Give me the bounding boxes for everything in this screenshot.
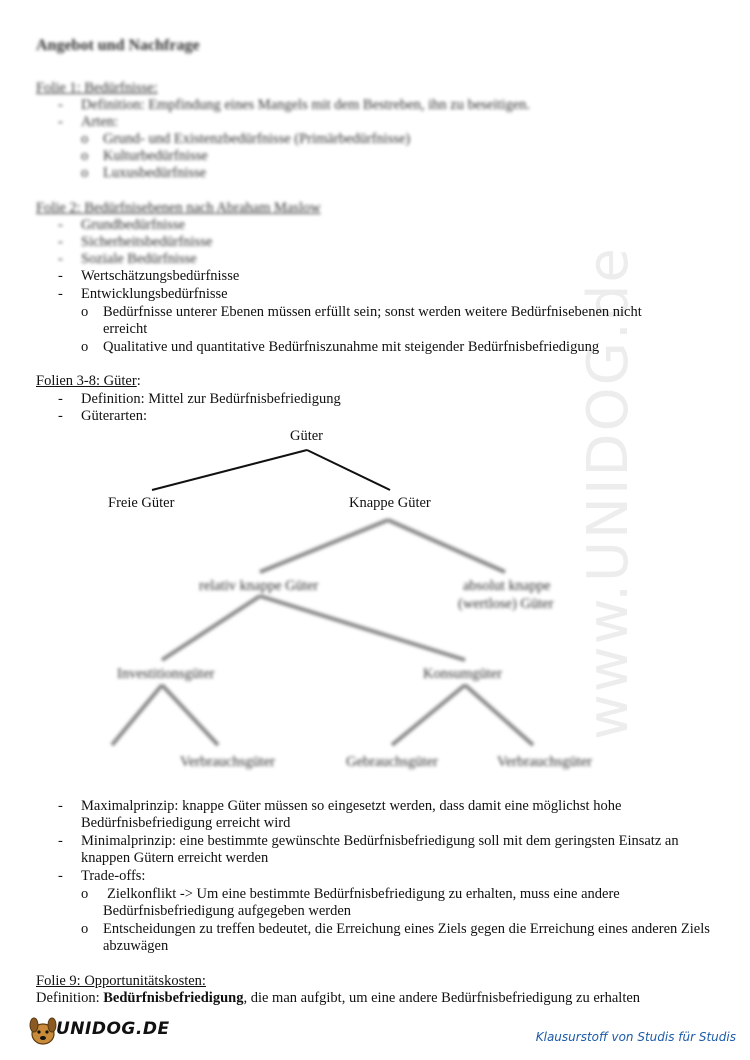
section-heading-folie2: Folie 2: Bedürfnisebenen nach Abraham Maslow: [36, 200, 321, 216]
bullet-circle: o: [81, 921, 89, 937]
trade-offs: Trade-offs:: [81, 868, 146, 884]
dog-icon: [26, 1013, 60, 1047]
folie1-arten: Arten:: [81, 114, 119, 130]
goods-tree-diagram: [0, 420, 750, 800]
list-item: Entwicklungsbedürfnisse: [81, 286, 228, 302]
bullet-dash: -: [58, 234, 63, 250]
list-item: Wertschätzungsbedürfnisse: [81, 268, 240, 284]
watermark: www.UNIDOG.de: [576, 246, 641, 740]
folie1-definition: Definition: Empfindung eines Mangels mit dem Bestreben, ihn zu beseitigen.: [81, 97, 531, 113]
list-item: Grund- und Existenzbedürfnisse (Primärbedürfnisse): [103, 131, 411, 147]
folien38-definition: Definition: Mittel zur Bedürfnisbefriedigung: [81, 391, 341, 407]
bullet-dash: -: [58, 97, 63, 113]
list-item: Kulturbedürfnisse: [103, 148, 208, 164]
tree-node-investment-goods: Investitionsgüter: [117, 666, 215, 682]
minimalprinzip: Minimalprinzip: eine bestimmte gewünschte Bedürfnisbefriedigung soll mit dem geringsten Einsatz an knappen Gütern erreicht werden: [81, 833, 679, 866]
bullet-dash: -: [58, 217, 63, 233]
document-title: Angebot und Nachfrage: [36, 37, 200, 54]
list-item: Zielkonflikt -> Um eine bestimmte Bedürfnisbefriedigung zu erhalten, muss eine andere Bedürfnisbefriedigung aufgegeben werden: [103, 886, 620, 919]
tree-node-durable-goods: Gebrauchsgüter: [346, 754, 438, 770]
bullet-dash: -: [58, 391, 63, 407]
bullet-circle: o: [81, 339, 89, 355]
logo-text: UNIDOG.DE: [56, 1019, 170, 1039]
list-item: Sicherheitsbedürfnisse: [81, 234, 213, 250]
list-item: Luxusbedürfnisse: [103, 165, 207, 181]
footer-tagline: Klausurstoff von Studis für Studis: [535, 1030, 736, 1044]
bullet-circle: o: [81, 131, 89, 147]
list-item: Soziale Bedürfnisse: [81, 251, 197, 267]
list-item: Bedürfnisse unterer Ebenen müssen erfüllt sein; sonst werden weitere Bedürfnisebenen nicht erreicht: [103, 304, 642, 337]
list-item: Grundbedürfnisse: [81, 217, 185, 233]
bullet-dash: -: [58, 408, 63, 424]
tree-node-root: Güter: [290, 428, 324, 444]
bullet-dash: -: [58, 798, 63, 814]
bullet-dash: -: [58, 114, 63, 130]
bullet-circle: o: [81, 165, 89, 181]
folien38-gueterarten: Güterarten:: [81, 408, 148, 424]
bullet-dash: -: [58, 286, 63, 302]
tree-node-con-consumables: Verbrauchsgüter: [497, 754, 593, 770]
bullet-circle: o: [81, 886, 89, 902]
tree-node-consumer-goods: Konsumgüter: [423, 666, 502, 682]
bullet-dash: -: [58, 251, 63, 267]
unidog-logo: [26, 1013, 170, 1047]
list-item: Entscheidungen zu treffen bedeutet, die Erreichung eines Ziels gegen die Erreichung eines anderen Ziels abzuwägen: [103, 921, 710, 954]
section-heading-folien38: Folien 3-8: Güter:: [36, 373, 141, 389]
maximalprinzip: Maximalprinzip: knappe Güter müssen so eingesetzt werden, dass damit eine möglichst hohe Bedürfnisbefriedigung erreicht wird: [81, 798, 622, 831]
tree-node-free-goods: Freie Güter: [108, 495, 175, 511]
tree-node-absolute-scarce-2: (wertlose) Güter: [458, 596, 554, 612]
tree-node-scarce-goods: Knappe Güter: [349, 495, 431, 511]
list-item: Qualitative und quantitative Bedürfniszunahme mit steigender Bedürfnisbefriedigung: [103, 339, 600, 355]
bullet-circle: o: [81, 304, 89, 320]
bullet-dash: -: [58, 268, 63, 284]
bullet-dash: -: [58, 868, 63, 884]
folie9-definition: Definition: Bedürfnisbefriedigung, die man aufgibt, um eine andere Bedürfnisbefriedigung zu erhalten: [36, 990, 641, 1006]
tree-lines: [0, 420, 750, 800]
bullet-dash: -: [58, 833, 63, 849]
bullet-circle: o: [81, 148, 89, 164]
tree-node-relative-scarce: relativ knappe Güter: [199, 578, 319, 594]
section-heading-folie1: Folie 1: Bedürfnisse:: [36, 80, 158, 96]
tree-node-inv-consumables: Verbrauchsgüter: [180, 754, 276, 770]
tree-node-absolute-scarce-1: absolut knappe: [463, 578, 551, 594]
section-heading-folie9: Folie 9: Opportunitätskosten:: [36, 973, 206, 989]
